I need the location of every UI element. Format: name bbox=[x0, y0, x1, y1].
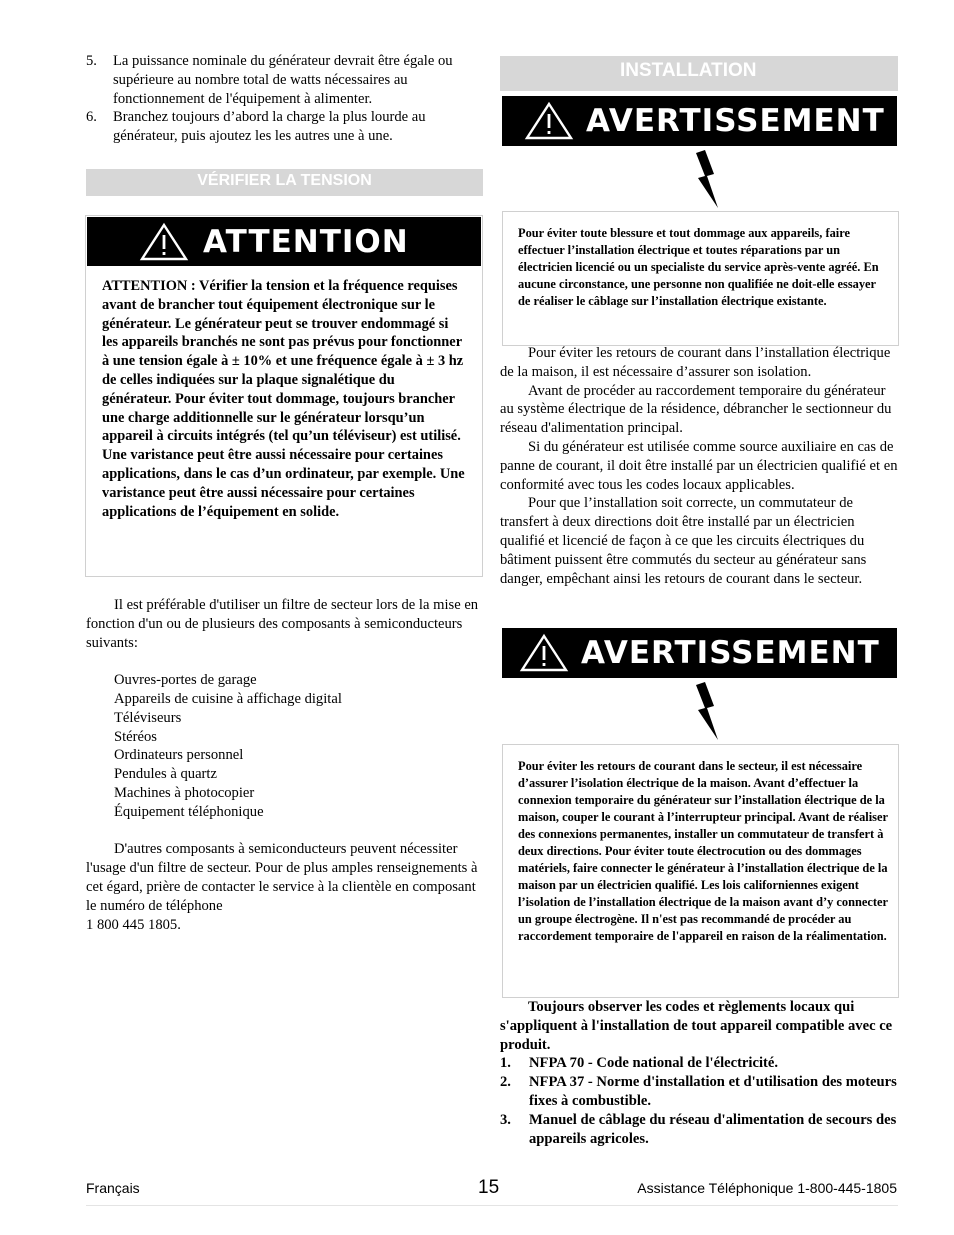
installation-paragraphs bbox=[500, 344, 898, 588]
warning-banner-label: AVERTISSEMENT bbox=[586, 103, 885, 139]
components-list bbox=[86, 671, 482, 821]
footer-divider bbox=[86, 1205, 898, 1206]
footer-language: Français bbox=[86, 1180, 140, 1196]
paragraph: Si du générateur est utilisée comme source auxiliaire en cas de panne de courant, il doit être installé par un électricien qualifié et en conformité avec tous les codes locaux applicables. bbox=[500, 438, 898, 493]
list-item: 6. Branchez toujours d’abord la charge la plus lourde au générateur, puis ajoutez les les autres une à une. bbox=[86, 109, 426, 145]
list-item: 3. Manuel de câblage du réseau d'alimentation de secours des appareils agricoles. bbox=[500, 1111, 897, 1147]
phone-number: 1 800 445 1805. bbox=[86, 916, 181, 933]
warning-banner-2 bbox=[502, 628, 897, 678]
steps-list bbox=[86, 52, 482, 146]
paragraph: Avant de procéder au raccordement temporaire du générateur au système électrique de la résidence, débrancher le sectionneur du réseau d'alimentation principal. bbox=[500, 382, 892, 437]
list-item: 1. NFPA 70 - Code national de l'électricité. bbox=[500, 1055, 778, 1072]
list-item: Pendules à quartz bbox=[114, 766, 217, 783]
paragraph: Pour que l’installation soit correcte, un commutateur de transfert à deux directions doit être installé par un électricien qualifié et licencié de façon à ce que les circuits électriques du bâtiment puissent être commutés du secteur au générateur sans danger, empêchant ainsi les retours de courant dans le secteur. bbox=[500, 495, 867, 587]
list-item: Appareils de cuisine à affichage digital bbox=[114, 690, 342, 707]
attention-banner-label: ATTENTION bbox=[203, 223, 409, 260]
list-item: 5. La puissance nominale du générateur devrait être égale ou supérieure au nombre total de watts nécessaires au fonctionnement de l'équipement à alimenter. bbox=[86, 53, 453, 107]
electric-shock-icon bbox=[694, 682, 720, 742]
list-item: Machines à photocopier bbox=[114, 784, 255, 801]
warning-triangle-icon bbox=[519, 633, 569, 673]
warning-banner-1 bbox=[502, 96, 897, 146]
filter-section bbox=[86, 596, 482, 934]
warning-banner-label: AVERTISSEMENT bbox=[581, 635, 880, 671]
section-title-installation: INSTALLATION bbox=[500, 56, 898, 91]
warning-text-1: Pour éviter toute blessure et tout dommage aux appareils, faire effectuer l’installation électrique et toutes réparations par un électricien licencié ou un specialiste du service après-vente agréé. En aucune circonstance, une personne non qualifiée ne doit-elle essayer de réaliser le câblage sur l’installation électrique existante. bbox=[518, 226, 879, 308]
attention-banner bbox=[87, 217, 481, 266]
warning-triangle-icon bbox=[524, 101, 574, 141]
left-column bbox=[86, 52, 482, 146]
codes-intro: Toujours observer les codes et règlements locaux qui s'appliquent à l'installation de tout appareil compatible avec ce produit. bbox=[500, 999, 893, 1053]
codes-section bbox=[500, 998, 898, 1148]
warning-box-2 bbox=[502, 744, 899, 998]
page-number: 15 bbox=[478, 1177, 500, 1198]
warning-box-1 bbox=[502, 211, 899, 346]
paragraph: Pour éviter les retours de courant dans l’installation électrique de la maison, il est nécessaire d’assurer son isolation. bbox=[500, 345, 891, 380]
attention-box bbox=[85, 215, 483, 577]
footer-support-phone: Assistance Téléphonique 1-800-445-1805 bbox=[637, 1180, 897, 1196]
list-item: Ouvres-portes de garage bbox=[114, 672, 257, 689]
warning-triangle-icon bbox=[139, 222, 189, 262]
codes-list bbox=[500, 1054, 898, 1148]
section-title-tension: VÉRIFIER LA TENSION bbox=[86, 169, 483, 196]
electric-shock-icon bbox=[694, 150, 720, 210]
attention-text: ATTENTION : Vérifier la tension et la fréquence requises avant de brancher tout équipement électronique sur le générateur. Le générateur peut se trouver endommagé si les appareils branchés ne sont pas prévus pour fonctionner à une tension égale à ± 10% et une fréquence égale à ± 3 hz de celles indiquées sur la plaque signalétique du générateur. Pour éviter tout dommage, toujours brancher une charge additionnelle sur le générateur lorsqu’un appareil à circuits intégrés (tel qu’un téléviseur) est utilisé. Une varistance peut être aussi nécessaire pour certaines applications, dans le cas d’un ordinateur, par exemple. Une varistance peut être aussi nécessaire pour certaines applications de l’équipement en solide. bbox=[102, 278, 465, 520]
list-item: 2. NFPA 37 - Norme d'installation et d'utilisation des moteurs fixes à combustible. bbox=[500, 1074, 897, 1109]
list-item: Stéréos bbox=[114, 728, 157, 745]
list-item: Ordinateurs personnel bbox=[114, 747, 244, 764]
list-item: Téléviseurs bbox=[114, 709, 182, 726]
list-item: Équipement téléphonique bbox=[114, 803, 264, 820]
warning-text-2: Pour éviter les retours de courant dans le secteur, il est nécessaire d’assurer l’isolation électrique de la maison. Avant d’effectuer la connexion temporaire du générateur sur l’installation électrique de la maison, couper le courant à l’interrupteur principal. Avant de réaliser des connexions permanentes, installer un commutateur de transfert à deux directions. Pour éviter toute électrocution ou des dommages matériels, faire connecter le générateur à l’installation électrique de la maison par un électricien qualifié. Les lois californiennes exigent l’isolation de l’installation électrique de la maison avant d’y connecter un groupe électrogène. Il n'est pas recommandé de procéder au raccordement temporaire de l'appareil en raison de la réalimentation. bbox=[518, 759, 888, 943]
filter-intro: Il est préférable d'utiliser un filtre de secteur lors de la mise en fonction d'un ou de plusieurs des composants à semiconducteurs suivants: bbox=[86, 597, 479, 651]
other-components-text: D'autres composants à semiconducteurs peuvent nécessiter l'usage d'un filtre de secteur. Pour de plus amples renseignements à cet égard, prière de contacter le service à la clientèle en composant le numéro de téléphone bbox=[86, 841, 478, 914]
